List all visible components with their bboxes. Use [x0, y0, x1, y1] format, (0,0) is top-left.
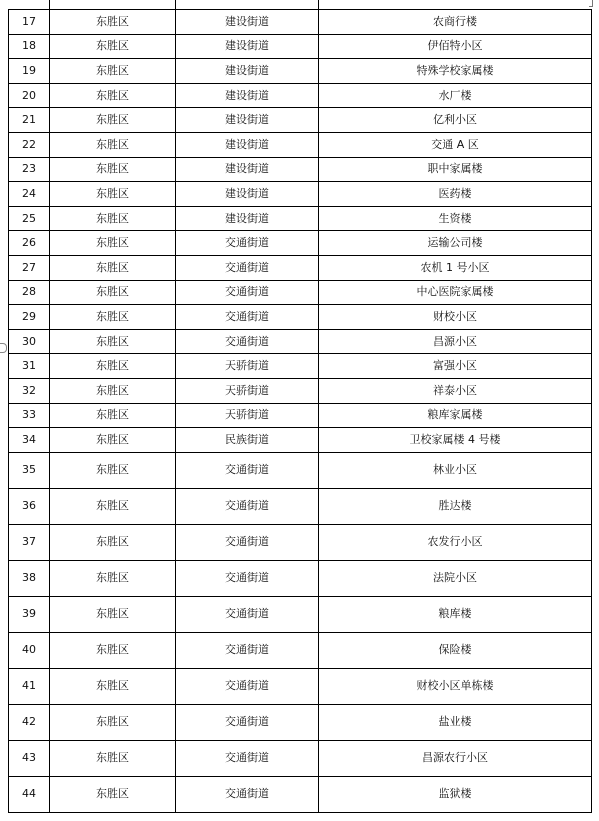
row-number: 31	[9, 354, 50, 379]
district-cell: 东胜区	[50, 668, 176, 704]
district-cell: 东胜区	[50, 10, 176, 35]
street-cell: 交通街道	[176, 255, 319, 280]
district-cell: 东胜区	[50, 231, 176, 256]
community-cell: 盐业楼	[319, 704, 592, 740]
table-top-border	[49, 0, 50, 9]
row-number: 20	[9, 83, 50, 108]
table-row	[9, 704, 592, 740]
row-number: 30	[9, 329, 50, 354]
table-body	[9, 10, 592, 813]
row-number: 29	[9, 305, 50, 330]
row-number: 24	[9, 182, 50, 207]
district-cell: 东胜区	[50, 488, 176, 524]
community-cell: 卫校家属楼 4 号楼	[319, 428, 592, 453]
street-cell: 交通街道	[176, 305, 319, 330]
street-cell: 建设街道	[176, 182, 319, 207]
community-cell: 昌源农行小区	[319, 740, 592, 776]
table-row	[9, 524, 592, 560]
district-cell: 东胜区	[50, 740, 176, 776]
table-row	[9, 182, 592, 207]
district-cell: 东胜区	[50, 59, 176, 84]
street-cell: 天骄街道	[176, 403, 319, 428]
street-cell: 建设街道	[176, 59, 319, 84]
table-row	[9, 132, 592, 157]
community-cell: 富强小区	[319, 354, 592, 379]
community-cell: 监狱楼	[319, 776, 592, 812]
community-cell: 财校小区单栋楼	[319, 668, 592, 704]
row-number: 32	[9, 378, 50, 403]
street-cell: 交通街道	[176, 280, 319, 305]
street-cell: 交通街道	[176, 329, 319, 354]
row-number: 41	[9, 668, 50, 704]
community-cell: 农发行小区	[319, 524, 592, 560]
table-row	[9, 108, 592, 133]
row-number: 35	[9, 452, 50, 488]
table-row	[9, 560, 592, 596]
district-cell: 东胜区	[50, 452, 176, 488]
table-row	[9, 10, 592, 35]
community-cell: 林业小区	[319, 452, 592, 488]
street-cell: 建设街道	[176, 108, 319, 133]
row-number: 26	[9, 231, 50, 256]
table-row	[9, 632, 592, 668]
community-cell: 亿利小区	[319, 108, 592, 133]
street-cell: 建设街道	[176, 132, 319, 157]
community-cell: 法院小区	[319, 560, 592, 596]
row-number: 39	[9, 596, 50, 632]
table-row	[9, 378, 592, 403]
table-row	[9, 452, 592, 488]
table-row	[9, 34, 592, 59]
row-number: 17	[9, 10, 50, 35]
table-row	[9, 488, 592, 524]
table-row	[9, 280, 592, 305]
street-cell: 交通街道	[176, 452, 319, 488]
table-row	[9, 83, 592, 108]
table-row	[9, 668, 592, 704]
row-number: 37	[9, 524, 50, 560]
table-row	[9, 403, 592, 428]
district-cell: 东胜区	[50, 305, 176, 330]
community-cell: 水厂楼	[319, 83, 592, 108]
district-cell: 东胜区	[50, 132, 176, 157]
street-cell: 交通街道	[176, 488, 319, 524]
table-top-border	[318, 0, 319, 9]
community-cell: 医药楼	[319, 182, 592, 207]
row-number: 27	[9, 255, 50, 280]
table-row	[9, 596, 592, 632]
community-cell: 伊佰特小区	[319, 34, 592, 59]
district-cell: 东胜区	[50, 83, 176, 108]
row-number: 36	[9, 488, 50, 524]
community-cell: 昌源小区	[319, 329, 592, 354]
district-cell: 东胜区	[50, 157, 176, 182]
community-cell: 保险楼	[319, 632, 592, 668]
community-cell: 胜达楼	[319, 488, 592, 524]
community-cell: 粮库家属楼	[319, 403, 592, 428]
street-cell: 交通街道	[176, 776, 319, 812]
row-number: 34	[9, 428, 50, 453]
district-cell: 东胜区	[50, 524, 176, 560]
table-row	[9, 157, 592, 182]
district-cell: 东胜区	[50, 354, 176, 379]
table-row	[9, 428, 592, 453]
community-cell: 中心医院家属楼	[319, 280, 592, 305]
community-cell: 生资楼	[319, 206, 592, 231]
table-row	[9, 206, 592, 231]
district-cell: 东胜区	[50, 378, 176, 403]
community-cell: 祥泰小区	[319, 378, 592, 403]
district-cell: 东胜区	[50, 255, 176, 280]
table-row	[9, 776, 592, 812]
street-cell: 交通街道	[176, 668, 319, 704]
street-cell: 交通街道	[176, 560, 319, 596]
table-row	[9, 231, 592, 256]
row-number: 44	[9, 776, 50, 812]
district-cell: 东胜区	[50, 206, 176, 231]
row-number: 23	[9, 157, 50, 182]
street-cell: 建设街道	[176, 83, 319, 108]
table-row	[9, 354, 592, 379]
district-cell: 东胜区	[50, 108, 176, 133]
community-cell: 交通 A 区	[319, 132, 592, 157]
district-cell: 东胜区	[50, 704, 176, 740]
table-row	[9, 255, 592, 280]
row-number: 28	[9, 280, 50, 305]
community-cell: 财校小区	[319, 305, 592, 330]
street-cell: 交通街道	[176, 231, 319, 256]
community-cell: 运输公司楼	[319, 231, 592, 256]
row-number: 43	[9, 740, 50, 776]
row-number: 33	[9, 403, 50, 428]
community-cell: 农机 1 号小区	[319, 255, 592, 280]
street-cell: 建设街道	[176, 206, 319, 231]
table-row	[9, 740, 592, 776]
district-cell: 东胜区	[50, 560, 176, 596]
corner-mark	[589, 0, 593, 7]
row-number: 18	[9, 34, 50, 59]
street-cell: 交通街道	[176, 704, 319, 740]
community-cell: 农商行楼	[319, 10, 592, 35]
street-cell: 民族街道	[176, 428, 319, 453]
street-cell: 建设街道	[176, 10, 319, 35]
community-cell: 职中家属楼	[319, 157, 592, 182]
district-cell: 东胜区	[50, 329, 176, 354]
row-number: 38	[9, 560, 50, 596]
community-cell: 粮库楼	[319, 596, 592, 632]
district-cell: 东胜区	[50, 596, 176, 632]
row-number: 25	[9, 206, 50, 231]
row-number: 40	[9, 632, 50, 668]
row-number: 22	[9, 132, 50, 157]
street-cell: 天骄街道	[176, 354, 319, 379]
table-row	[9, 305, 592, 330]
street-cell: 交通街道	[176, 596, 319, 632]
street-cell: 交通街道	[176, 524, 319, 560]
table-move-handle[interactable]	[0, 343, 7, 353]
row-number: 21	[9, 108, 50, 133]
row-number: 19	[9, 59, 50, 84]
district-cell: 东胜区	[50, 632, 176, 668]
district-cell: 东胜区	[50, 280, 176, 305]
district-cell: 东胜区	[50, 34, 176, 59]
row-number: 42	[9, 704, 50, 740]
street-cell: 建设街道	[176, 34, 319, 59]
district-cell: 东胜区	[50, 182, 176, 207]
district-cell: 东胜区	[50, 428, 176, 453]
table-row	[9, 59, 592, 84]
community-table	[8, 9, 592, 813]
street-cell: 交通街道	[176, 740, 319, 776]
street-cell: 建设街道	[176, 157, 319, 182]
table-row	[9, 329, 592, 354]
table-top-border	[175, 0, 176, 9]
street-cell: 天骄街道	[176, 378, 319, 403]
district-cell: 东胜区	[50, 403, 176, 428]
community-cell: 特殊学校家属楼	[319, 59, 592, 84]
street-cell: 交通街道	[176, 632, 319, 668]
district-cell: 东胜区	[50, 776, 176, 812]
